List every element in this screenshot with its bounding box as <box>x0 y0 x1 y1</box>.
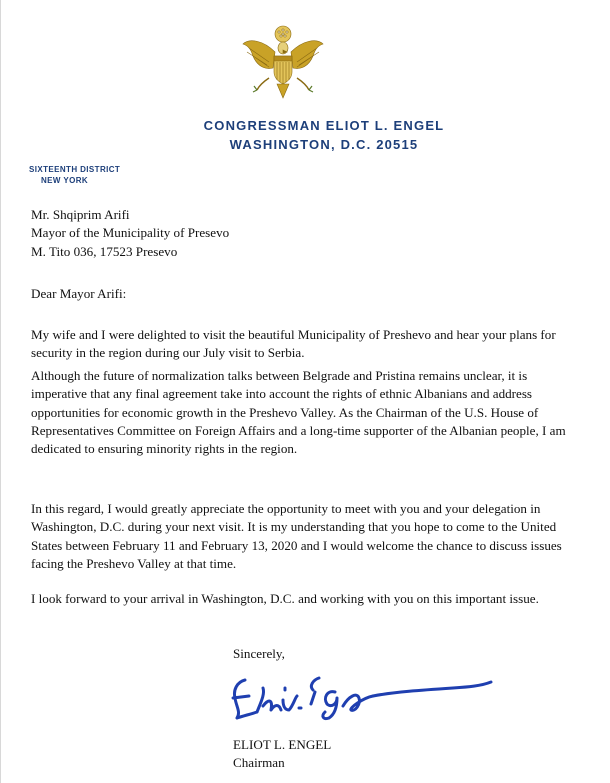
signer-title: Chairman <box>233 755 285 770</box>
eagle-seal-icon <box>239 22 327 102</box>
recipient-street: M. Tito 036, 17523 Presevo <box>31 243 178 259</box>
body-paragraph-4: I look forward to your arrival in Washington, D.C. and working with you on this important issue. <box>31 591 539 606</box>
letterhead-city: WASHINGTON, D.C. 20515 <box>229 137 419 152</box>
signer-name: ELIOT L. ENGEL <box>233 737 332 752</box>
valediction: Sincerely, <box>233 646 285 661</box>
recipient-title: Mayor of the Municipality of Presevo <box>31 225 230 241</box>
salutation: Dear Mayor Arifi: <box>31 286 127 301</box>
body-paragraph-2: Although the future of normalization talks between Belgrade and Pristina remains unclear, it is imperative that any final agreement take into account the rights of ethnic Albanians and address opportunities for economic growth in the Preshevo Valley. As the Chairman of the U.S. House of Representatives Committee on Foreign Affairs and a long-time supporter of the Albanian people, I am dedicated to ensuring minority rights in the region. <box>31 368 566 457</box>
body-paragraph-3: In this regard, I would greatly appreciate the opportunity to meet with you and your delegation in Washington, D.C. during your next visit. It is my understanding that you hope to come to the United States between February 11 and February 13, 2020 and I would welcome the chance to discuss issues facing the Preshevo Valley at that time. <box>31 501 562 571</box>
recipient-name: Mr. Shqiprim Arifi <box>31 207 130 222</box>
district-line-1: SIXTEENTH DISTRICT <box>29 165 121 174</box>
letterhead-name: CONGRESSMAN ELIOT L. ENGEL <box>203 118 445 133</box>
recipient-address <box>31 206 571 261</box>
handwritten-signature-icon <box>223 668 503 728</box>
district-line-2: NEW YORK <box>41 176 89 185</box>
body-paragraph-1: My wife and I were delighted to visit the beautiful Municipality of Preshevo and hear your plans for security in the region during our July visit to Serbia. <box>31 327 556 361</box>
